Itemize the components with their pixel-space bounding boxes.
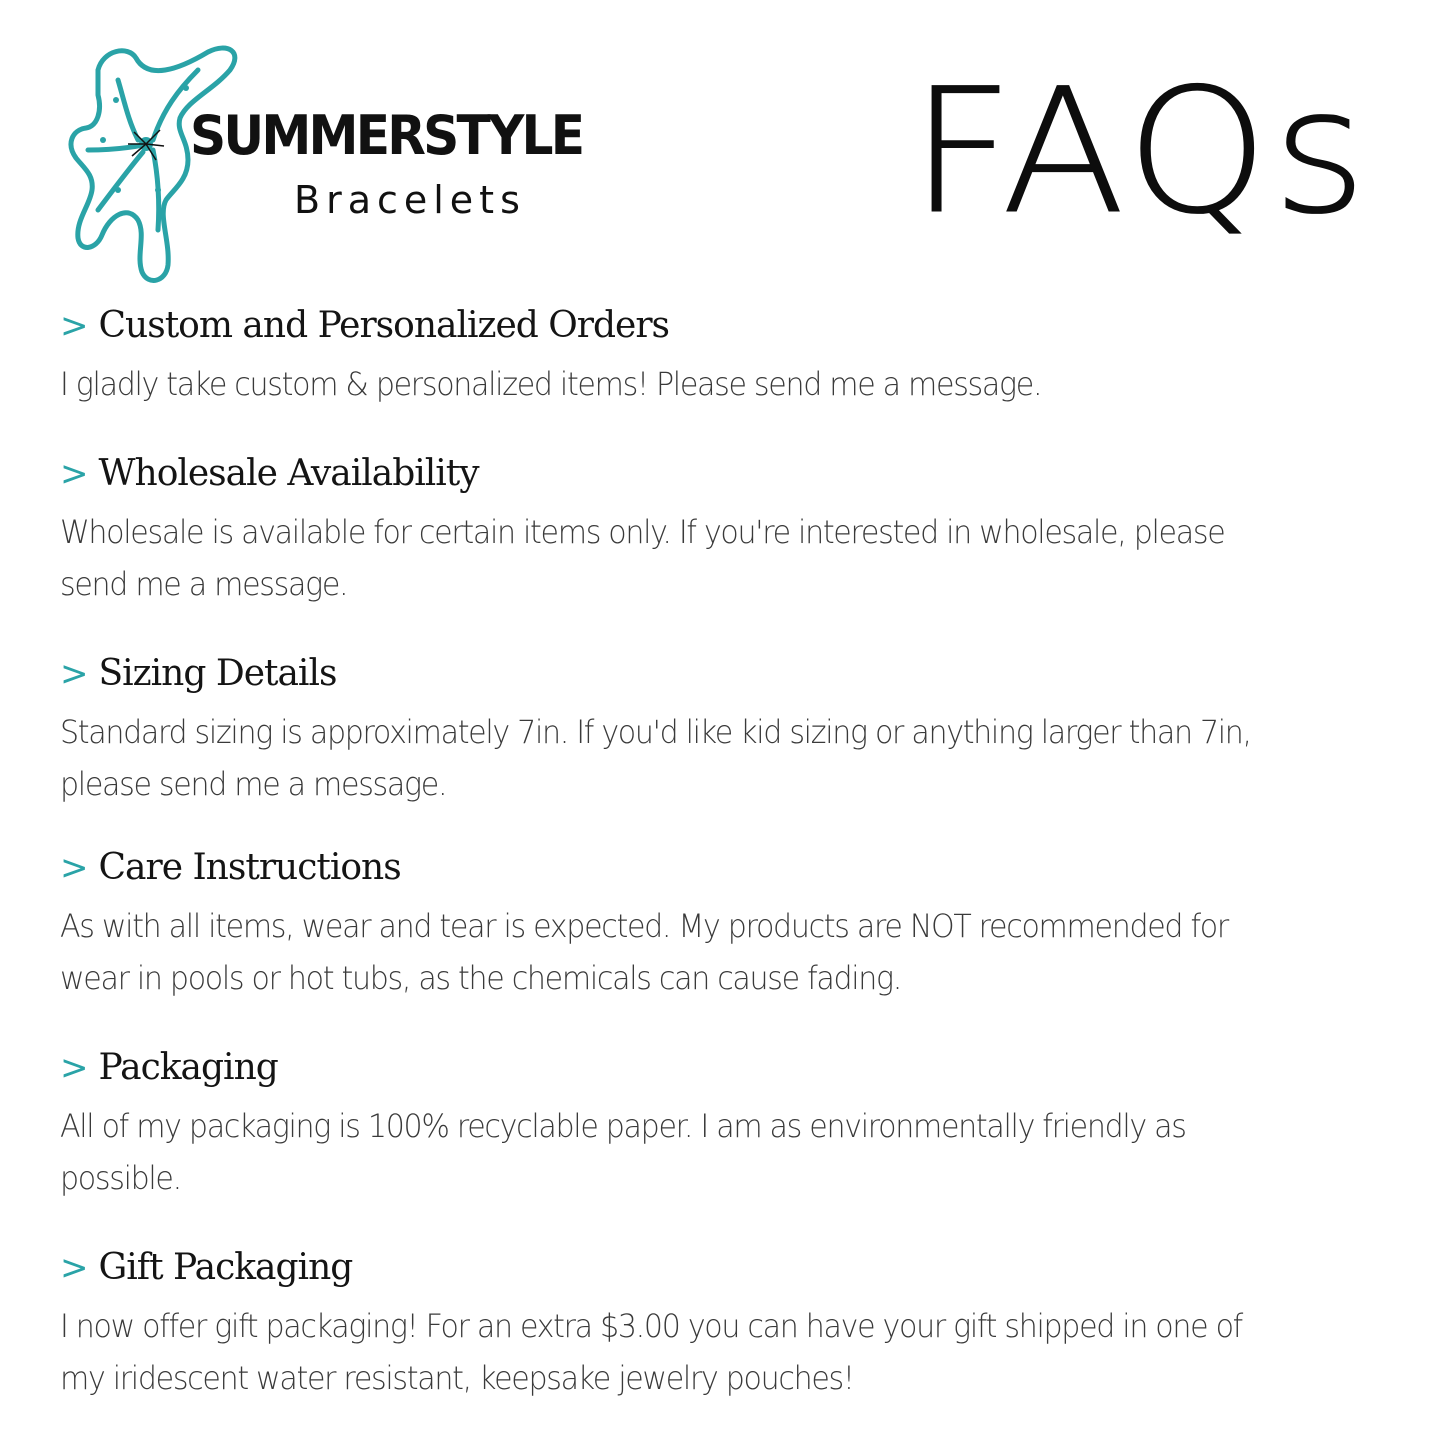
page-title: FAQs [910,51,1371,252]
faq-answer: I gladly take custom & personalized items! Please send me a message. [60,365,1042,403]
faq-heading [60,1247,1290,1296]
chevron-right-icon: > [60,1248,89,1288]
faq-title: Custom and Personalized Orders [98,305,670,346]
chevron-right-icon: > [60,454,89,494]
faq-heading [60,847,1290,896]
chevron-right-icon: > [60,306,89,346]
brand-name: SUMMERSTYLE [190,104,583,167]
faq-item [60,847,1290,1004]
chevron-right-icon: > [60,1048,89,1088]
faq-item [60,453,1290,610]
faq-heading [60,653,1290,702]
faq-answer: I now offer gift packaging! For an extra $3.00 you can have your gift shipped in one of my iridescent water resistant, keepsake jewelry pouches! [60,1307,1242,1397]
faq-item [60,653,1290,810]
faq-answer: All of my packaging is 100% recyclable paper. I am as environmentally friendly as possible. [60,1107,1186,1197]
faq-title: Care Instructions [98,847,401,888]
faq-title: Wholesale Availability [98,453,479,494]
faq-title: Sizing Details [98,653,337,694]
faq-item [60,1247,1290,1404]
faq-answer: Wholesale is available for certain items only. If you're interested in wholesale, please send me a message. [60,513,1225,603]
faq-title: Gift Packaging [98,1247,353,1288]
brand-logo [58,40,618,290]
faq-heading [60,1047,1290,1096]
faq-heading [60,305,1290,354]
faq-item [60,1047,1290,1204]
brand-subtitle: Bracelets [294,178,526,222]
chevron-right-icon: > [60,654,89,694]
chevron-right-icon: > [60,848,89,888]
faq-answer: As with all items, wear and tear is expected. My products are NOT recommended for wear in pools or hot tubs, as the chemicals can cause fading. [60,907,1228,997]
faq-item [60,305,1290,410]
faq-title: Packaging [98,1047,278,1088]
faq-answer: Standard sizing is approximately 7in. If you'd like kid sizing or anything larger than 7in, please send me a message. [60,713,1251,803]
faq-heading [60,453,1290,502]
